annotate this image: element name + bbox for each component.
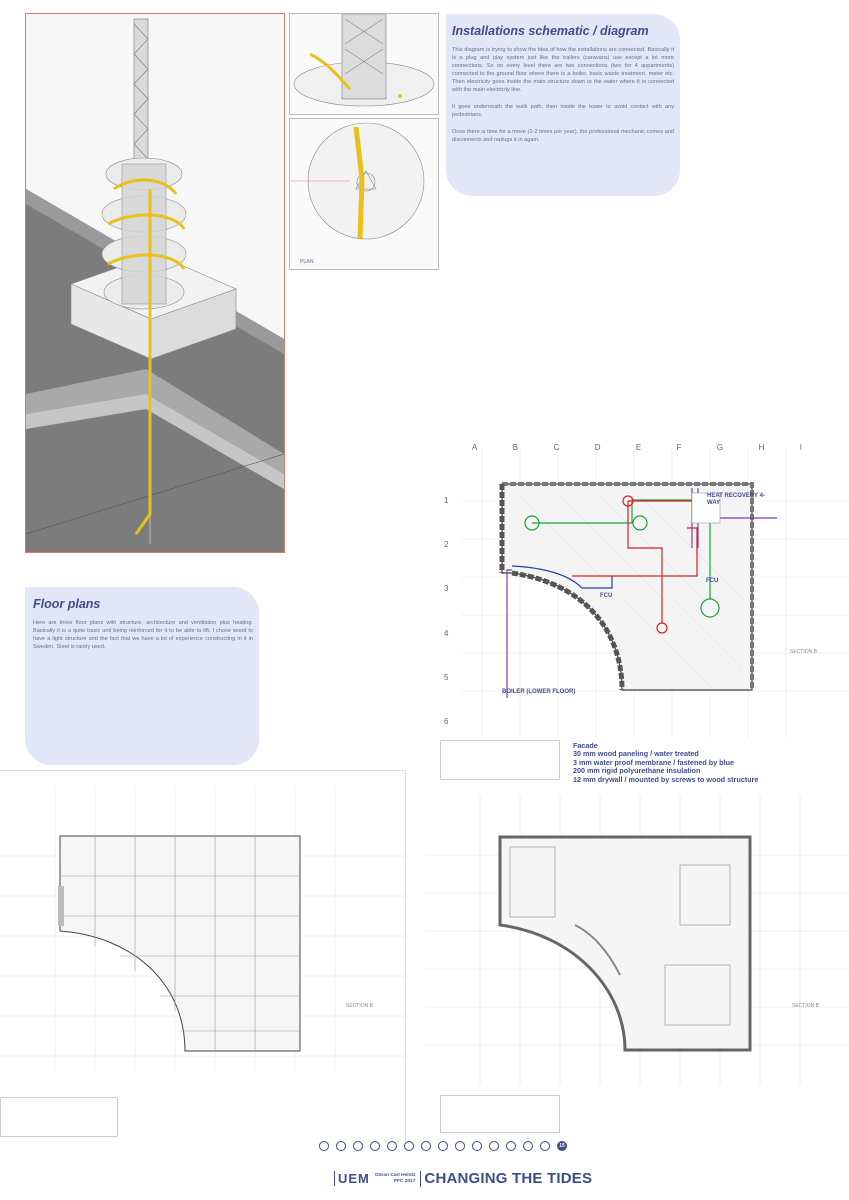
grid-row-1: 1 [444, 496, 449, 505]
page-dot-8[interactable] [438, 1141, 448, 1151]
page-dot-5[interactable] [387, 1141, 397, 1151]
title-block-architectural [440, 1095, 560, 1133]
facade-line-4: 200 mm rigid polyurethane insulation [573, 766, 701, 776]
page-dot-1[interactable] [319, 1141, 329, 1151]
floor-plans-heading: Floor plans [33, 597, 101, 611]
uem-logo: UEM [334, 1171, 370, 1186]
project-title: CHANGING THE TIDES [424, 1170, 593, 1187]
facade-line-5: 12 mm drywall / mounted by screws to wood structure [573, 774, 759, 784]
facade-line-1: Facade [573, 741, 598, 750]
installations-paragraph-1: This diagram is trying to show the idea of how the installations are connected. Basically it is a plug and play system just like the trailers (caravans) use except a lot more connections. So on every level there are two connections (two for 4 appartments) connected to the ground floor where there is a boiler, basic waste treatment, meter etc. Then electricity goes inside the main structure down to the water where it is connected with the main electricity line. [452, 47, 674, 93]
title-block-hvac [440, 740, 560, 780]
grid-col-e: E [635, 443, 642, 452]
grid-col-b: B [512, 443, 519, 452]
footer-divider [420, 1171, 421, 1187]
grid-columns-hvac [472, 443, 802, 452]
installations-text-panel [446, 14, 680, 196]
page-dot-4[interactable] [370, 1141, 380, 1151]
floor-plans-text-panel [25, 587, 259, 765]
architectural-floor-plan [425, 785, 849, 1140]
isometric-tower-drawing [25, 13, 285, 553]
grid-col-c: C [553, 443, 560, 452]
section-tag-architectural: SECTION B [792, 1003, 819, 1009]
grid-col-i: I [799, 443, 802, 452]
author-block [375, 1173, 416, 1185]
page-dot-14[interactable] [540, 1141, 550, 1151]
grid-row-3: 3 [444, 584, 449, 594]
grid-col-g: G [716, 443, 724, 452]
page-indicator [319, 1141, 567, 1151]
grid-row-6: 6 [444, 716, 449, 726]
facade-spec [573, 742, 833, 784]
fcu-label-right: FCU [706, 578, 719, 584]
grid-col-f: F [676, 443, 682, 452]
course-label: PFC 2017 [393, 1178, 416, 1184]
page-dot-6[interactable] [404, 1141, 414, 1151]
section-tag-hvac: SECTION B [790, 649, 817, 655]
page-dot-9[interactable] [455, 1141, 465, 1151]
section-tag-structural: SECTION B [346, 1003, 373, 1009]
grid-row-5: 5 [444, 672, 449, 682]
title-block-structural [0, 1097, 118, 1137]
connection-detail-plan [289, 118, 439, 270]
page-dot-2[interactable] [336, 1141, 346, 1151]
plan-label: PLAN [300, 259, 314, 265]
page-dot-11[interactable] [489, 1141, 499, 1151]
grid-rows-hvac [444, 496, 448, 726]
author-name: Göran Carl Heintz [374, 1172, 416, 1178]
grid-row-2: 2 [444, 540, 449, 550]
hvac-floor-plan [422, 438, 849, 738]
page-dot-3[interactable] [353, 1141, 363, 1151]
page-dot-12[interactable] [506, 1141, 516, 1151]
installations-paragraph-2: It goes underneath the walk path, then inside the tower to avoid contact with any pedestrians. [452, 104, 674, 118]
facade-line-2: 30 mm wood paneling / water treated [573, 749, 699, 759]
heat-recovery-label: HEAT RECOVERY 4-WAY [707, 493, 765, 506]
grid-col-h: H [758, 443, 765, 452]
page-dot-current[interactable]: 15 [557, 1141, 567, 1151]
connection-detail-axon [289, 13, 439, 115]
fcu-label-left: FCU [600, 593, 613, 599]
grid-col-d: D [594, 443, 601, 452]
structural-floor-plan [0, 770, 406, 1141]
boiler-label: BOILER (LOWER FLOOR) [502, 689, 576, 695]
grid-row-4: 4 [444, 628, 449, 638]
facade-line-3: 3 mm water proof membrane / fastened by blue [573, 757, 734, 767]
grid-col-a: A [472, 443, 478, 452]
page-dot-7[interactable] [421, 1141, 431, 1151]
installations-paragraph-3: Once there is time for a move (1-2 times per year), the professional mechanic comes and disconnects and replugs it in again. [452, 129, 674, 143]
footer [334, 1170, 592, 1187]
page-dot-10[interactable] [472, 1141, 482, 1151]
page-dot-13[interactable] [523, 1141, 533, 1151]
floor-plans-paragraph: Here are three floor plans with structure, architecture and ventilation plus heating. Basically it is a quite basic unit being reinforced for it to be able to lift. I chose wood to have a light structure and the fact that we have a lot of experience constructing in it in Sweden. Steel is rarely used. [33, 620, 253, 650]
installations-heading: Installations schematic / diagram [452, 24, 649, 38]
